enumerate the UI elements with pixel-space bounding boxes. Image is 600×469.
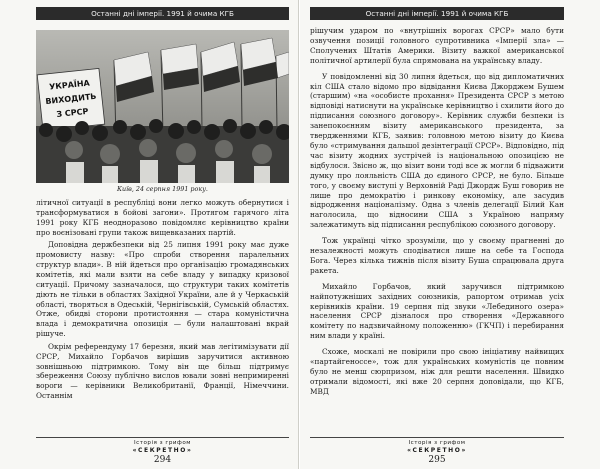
left-paragraph-1: літичної ситуації в республіці вони легко можуть обернутися і трансформуватися в бойові загони». Протягом гарячого літа 1991 року КГБ неодноразово повідомляє керівництво країни про воєнізовані групи також вищевказаних партій. (36, 198, 289, 237)
banner-line-1: УКРАЇНА (48, 78, 91, 92)
right-paragraph-4: Михайло Горбачов, який заручився підтримкою найпотужніших західних союзників, рапортом отримав усіх керівників країни. 19 серпня під звуки «Лебединого озера» населення СРСР дізналося про створення «Державного комітету по надзвичайному положенню» (ГКЧП) і перебирання ним влади у країні. (310, 281, 564, 341)
left-body-text (36, 198, 289, 425)
series-brand: «СЕКРЕТНО» (132, 447, 193, 454)
page-number: 294 (153, 455, 172, 465)
left-paragraph-3: Окрім референдуму 17 березня, який мав легітимізувати дії СРСР, Михайло Горбачов вирішив заручитися активною зовнішньою підтримкою. Тому він ще більш підтримує збереження Союзу публічно вислов ювали зовні непримиренні вороги — керівники Великобританії, Франції, Німеччини. Останнім (36, 341, 289, 401)
banner-line-2: ВИХОДИТЬ (45, 91, 97, 107)
series-brand: «СЕКРЕТНО» (407, 447, 467, 454)
right-body-text (310, 26, 564, 428)
left-page (0, 0, 299, 469)
left-paragraph-2: Доповідна держбезпеки від 25 липня 1991 року має дуже промовисту назву: «Про спроби створення паралельних структур влади». В ній йдеться про організацію громадянських комітетів, які мали взяти на себе владу у випадку кризової ситуації. Причому зазначалося, що структури таких комітетів діють не тільки в областях Західної України, але й у Черкаській області, творяться в Одеській, Чернігівській, Сумській областях. Отже, обидві сторони протистояння — стара комуністична влада і демократична опозиція — були налаштовані вкрай рішуче. (36, 240, 289, 339)
running-head-left: Останні дні імперії. 1991 й очима КГБ (36, 7, 289, 20)
rally-photo-image (36, 30, 289, 183)
right-paragraph-5: Схоже, москалі не повірили про свою ініціативу найвищих «партайгеноссе», тож для українських комуністів це повним було не менш сюрпризом, ніж для решти населення. Швидко отримали відомості, які вже 20 серпня доповідали, що КГБ, МВД (310, 347, 564, 396)
right-paragraph-2: У повідомленні від 30 липня йдеться, що від дипломатичних кіл США стало відомо про відвідання Києва Джорджем Бушем (старшим) «на «особисте прохання» Президента СРСР з метою відповіді натиснути на українське керівництво і схилити його до підписання союзного договору». Керівник служби безпеки із занепокоєнням візиту американського президента, за твердженнями КГБ, заявив: головною метою візиту до Києва було «стримування дальшої дезінтеграції СРСР». Відповідно, під час візиту жодних зустрічей із національною опозицією не відбулося. Звісно ж, що візит вони тоді все ж могли б підважити думку про лояльність США до єдиного СРСР, не було. Більше того, у своєму виступі у Верховній Раді Джордж Буш говорив не лише про демократію і ринкову економіку, але засудив відродження націоналізму. Одна з членів делегації Білий Кан наголосила, що відносини США з Україною напряму залежатимуть від підписання республікою союзного договору. (310, 71, 564, 230)
running-head-right: Останні дні імперії. 1991 й очима КГБ (310, 7, 564, 20)
photo-caption: Київ, 24 серпня 1991 року. (117, 185, 208, 193)
page-number: 295 (428, 455, 446, 465)
right-paragraph-1: рішучим ударом по «внутрішніх ворогах СРСР» мало бути озвучення позиції головного супротивника «Імперії зла» — Сполучених Штатів Америки. Візиту важкої американської політичної артилерії була спрямована на українську владу. (310, 26, 564, 65)
series-title: Історія з грифом (408, 440, 466, 446)
right-page (300, 0, 600, 469)
right-footer (310, 437, 564, 466)
series-title: Історія з грифом (134, 440, 191, 446)
rally-photo (36, 30, 289, 183)
right-paragraph-3: Тож українці чітко зрозуміли, що у своєму прагненні до незалежності можуть сподіватися лише на себе та Господа Бога. Через кілька тижнів після візиту Буша спрацювала друга ракета. (310, 236, 564, 275)
left-footer (36, 437, 289, 466)
banner-line-3: З СРСР (56, 106, 89, 120)
